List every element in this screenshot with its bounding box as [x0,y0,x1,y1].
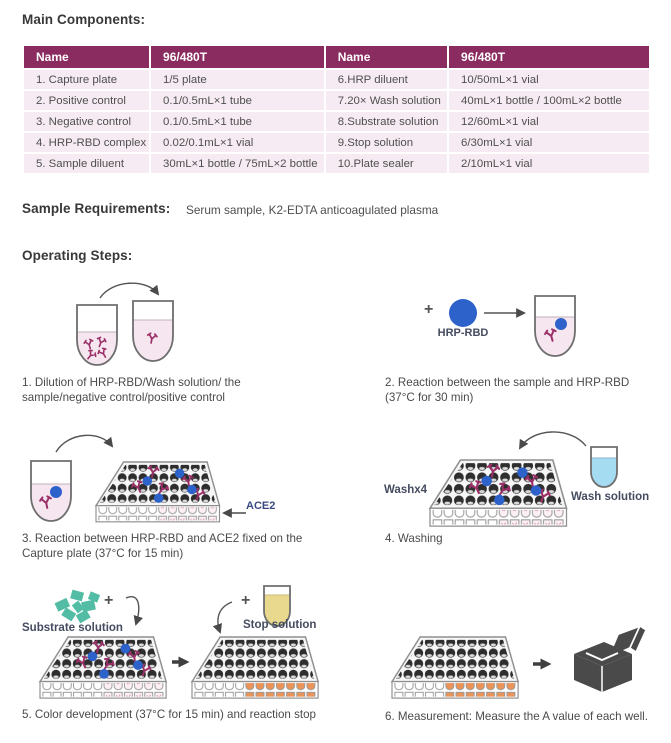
table-row [24,154,649,173]
step4-caption: 4. Washing [385,532,443,545]
cell: 4. HRP-RBD complex [24,133,149,152]
sample-requirements-title: Sample Requirements: [22,201,171,216]
curved-arrow-icon [126,597,139,624]
plus-sign: + [241,592,251,609]
wash-tube-icon [591,447,617,487]
cell: 40mL×1 bottle / 100mL×2 bottle [449,91,649,110]
step1-caption: 1. Dilution of HRP-RBD/Wash solution/ the sample/negative control/positive control [22,376,241,405]
table-row [24,91,649,110]
cell: 2. Positive control [24,91,149,110]
cell: 30mL×1 bottle / 75mL×2 bottle [151,154,324,173]
cell: 10.Plate sealer [326,154,447,173]
wash-solution-label: Wash solution [571,491,650,503]
plate-before-stop-icon [40,637,166,698]
step1-dilution-illustration [70,278,195,374]
step6-measurement-illustration [380,598,671,710]
cell: 9.Stop solution [326,133,447,152]
stop-solution-label: Stop solution [243,619,317,631]
components-table [22,44,651,175]
ace2-label: ACE2 [246,500,276,512]
cell: 5. Sample diluent [24,154,149,173]
col-header-spec-2: 96/480T [449,46,649,68]
table-row [24,133,649,152]
wash-x4-label: Washx4 [384,484,428,496]
step5-color-development-illustration [20,580,365,704]
cell: 0.1/0.5mL×1 tube [151,112,324,131]
cell: 1. Capture plate [24,70,149,89]
sample-requirements-text: Serum sample, K2-EDTA anticoagulated plasma [186,203,439,217]
tube-icon [133,301,173,361]
plus-sign: + [104,592,114,609]
substrate-solution-label: Substrate solution [22,622,123,634]
plate-after-stop-icon [192,637,318,698]
main-components-title: Main Components: [22,12,146,27]
substrate-crystals-icon [55,590,101,624]
step5-caption: 5. Color development (37°C for 15 min) and reaction stop [22,708,316,721]
cell: 10/50mL×1 vial [449,70,649,89]
cell: 7.20× Wash solution [326,91,447,110]
cell: 6/30mL×1 vial [449,133,649,152]
step3-capture-illustration [24,432,334,536]
operating-steps-title: Operating Steps: [22,248,133,263]
hrp-rbd-icon [449,299,477,327]
cell: 0.1/0.5mL×1 tube [151,91,324,110]
capture-plate-icon [96,462,220,522]
cell: 12/60mL×1 vial [449,112,649,131]
step3-caption: 3. Reaction between HRP-RBD and ACE2 fixed on the Capture plate (37°C for 15 min) [22,532,303,561]
cell: 6.HRP diluent [326,70,447,89]
tube-icon [77,305,117,365]
plus-sign: + [424,301,434,318]
cell: 1/5 plate [151,70,324,89]
cell: 2/10mL×1 vial [449,154,649,173]
curved-arrow-icon [100,283,158,298]
table-header-row [24,46,649,68]
table-row [24,112,649,131]
cell: 0.02/0.1mL×1 vial [151,133,324,152]
result-plate-icon [392,637,518,698]
cell: 3. Negative control [24,112,149,131]
col-header-name-1: Name [24,46,149,68]
tube-icon [31,461,71,521]
tube-icon [535,296,575,356]
plate-reader-icon [574,626,646,692]
curved-arrow-icon [218,602,232,632]
cell: 8.Substrate solution [326,112,447,131]
step4-washing-illustration [380,430,671,534]
col-header-name-2: Name [326,46,447,68]
col-header-spec-1: 96/480T [151,46,324,68]
curved-arrow-icon [56,435,112,452]
table-row [24,70,649,89]
step6-caption: 6. Measurement: Measure the A value of each well. [385,710,648,723]
curved-arrow-icon [520,432,586,448]
capture-plate-icon [430,460,567,526]
hrp-rbd-label: HRP-RBD [437,327,489,339]
step2-caption: 2. Reaction between the sample and HRP-RBD (37°C for 30 min) [385,376,630,405]
